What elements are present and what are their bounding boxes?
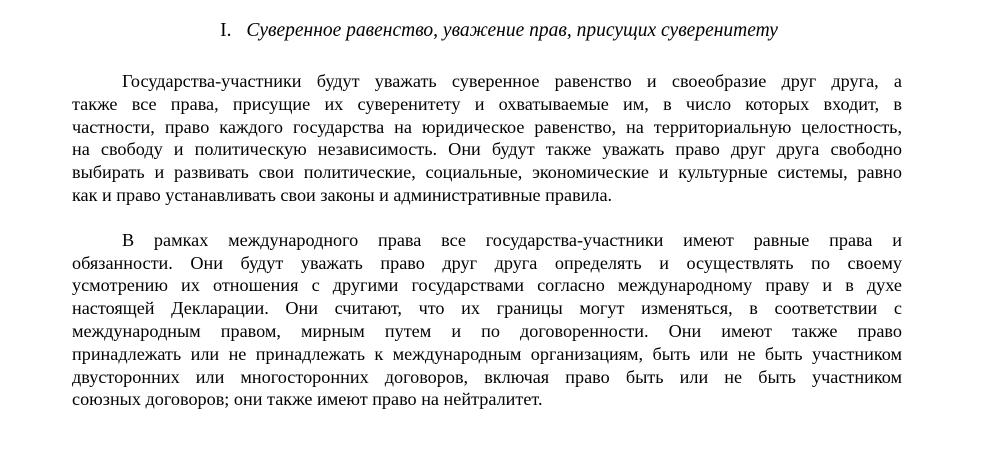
paragraph-line: принадлежать или не принадлежать к международным организациям, быть или не быть участником bbox=[72, 343, 902, 364]
section-number: I. bbox=[220, 20, 232, 41]
paragraph-line: частности, право каждого государства на юридическое равенство, на территориальную целостность, bbox=[72, 116, 902, 137]
paragraph-line: усмотрению их отношения с другими государствами согласно международному праву и в духе bbox=[72, 275, 902, 296]
paragraph-line: как и право устанавливать свои законы и административные правила. bbox=[72, 184, 613, 205]
paragraph-line: обязанности. Они будут уважать право друг друга определять и осуществлять по своему bbox=[72, 252, 902, 273]
paragraph-1 bbox=[72, 70, 902, 207]
section-title: Суверенное равенство, уважение прав, присущих суверенитету bbox=[246, 20, 778, 41]
paragraph-line: В рамках международного права все государства-участники имеют равные права и bbox=[122, 229, 902, 250]
paragraph-line: на свободу и политическую независимость. Они будут также уважать право друг друга свободно bbox=[72, 139, 902, 160]
paragraph-line: также все права, присущие их суверенитету и охватываемые им, в число которых входит, в bbox=[72, 93, 902, 114]
paragraph-line: союзных договоров; они также имеют право на нейтралитет. bbox=[72, 389, 543, 410]
document-page bbox=[72, 18, 902, 433]
paragraph-line: выбирать и развивать свои политические, социальные, экономические и культурные системы, равно bbox=[72, 162, 902, 183]
paragraph-line: Государства-участники будут уважать суверенное равенство и своеобразие друг друга, а bbox=[122, 71, 902, 91]
paragraph-line: международным правом, мирным путем и по договоренности. Они имеют также право bbox=[72, 320, 902, 341]
section-heading bbox=[72, 18, 902, 44]
paragraph-2 bbox=[72, 229, 902, 411]
paragraph-line: двусторонних или многосторонних договоров, включая право быть или не быть участником bbox=[72, 366, 902, 387]
paragraph-line: настоящей Декларации. Они считают, что их границы могут изменяться, в соответствии с bbox=[72, 298, 902, 319]
